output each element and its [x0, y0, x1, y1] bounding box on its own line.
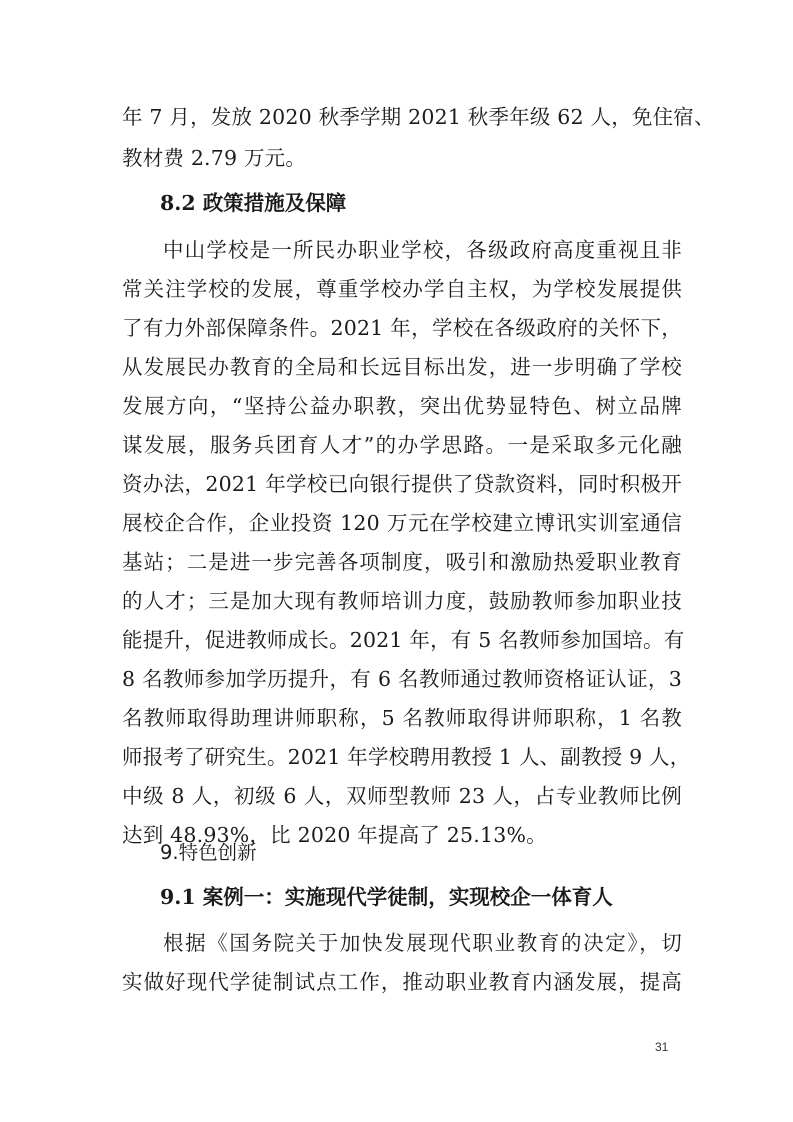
page-number: 31	[655, 1040, 669, 1054]
body-line: 从发展民办教育的全局和长远目标出发，进一步明确了学校	[122, 355, 682, 379]
section-heading-9: 9.特色创新	[160, 841, 257, 864]
section-heading-9-1: 9.1 案例一：实施现代学徒制，实现校企一体育人	[160, 885, 613, 909]
body-line: 师报考了研究生。2021 年学校聘用教授 1 人、副教授 9 人，	[122, 745, 691, 769]
body-line: 基站；二是进一步完善各项制度，吸引和激励热爱职业教育	[122, 550, 682, 574]
body-line: 达到 48.93%，比 2020 年提高了 25.13%。	[122, 823, 547, 847]
body-line: 8 名教师参加学历提升，有 6 名教师通过教师资格证认证，3	[122, 667, 682, 691]
body-line: 实做好现代学徒制试点工作，推动职业教育内涵发展，提高	[122, 970, 682, 994]
body-line: 中山学校是一所民办职业学校，各级政府高度重视且非	[163, 238, 682, 262]
body-line: 能提升，促进教师成长。2021 年，有 5 名教师参加国培。有	[122, 628, 685, 652]
body-line: 教材费 2.79 万元。	[122, 146, 307, 170]
body-line: 了有力外部保障条件。2021 年，学校在各级政府的关怀下，	[122, 316, 682, 340]
body-line: 名教师取得助理讲师职称，5 名教师取得讲师职称，1 名教	[122, 706, 682, 730]
body-line: 中级 8 人，初级 6 人，双师型教师 23 人，占专业教师比例	[122, 784, 682, 808]
section-heading-8-2: 8.2 政策措施及保障	[160, 191, 347, 215]
body-line: 根据《国务院关于加快发展现代职业教育的决定》，切	[163, 931, 682, 955]
body-line: 年 7 月，发放 2020 秋季学期 2021 秋季年级 62 人，免住宿、	[122, 105, 715, 129]
body-line: 展校企合作，企业投资 120 万元在学校建立博讯实训室通信	[122, 511, 682, 535]
body-line: 发展方向，“坚持公益办职教，突出优势显特色、树立品牌	[122, 394, 682, 418]
body-line: 谋发展，服务兵团育人才”的办学思路。一是采取多元化融	[122, 433, 682, 457]
body-line: 常关注学校的发展，尊重学校办学自主权，为学校发展提供	[122, 277, 682, 301]
body-line: 资办法，2021 年学校已向银行提供了贷款资料，同时积极开	[122, 472, 682, 496]
body-line: 的人才；三是加大现有教师培训力度，鼓励教师参加职业技	[122, 589, 682, 613]
